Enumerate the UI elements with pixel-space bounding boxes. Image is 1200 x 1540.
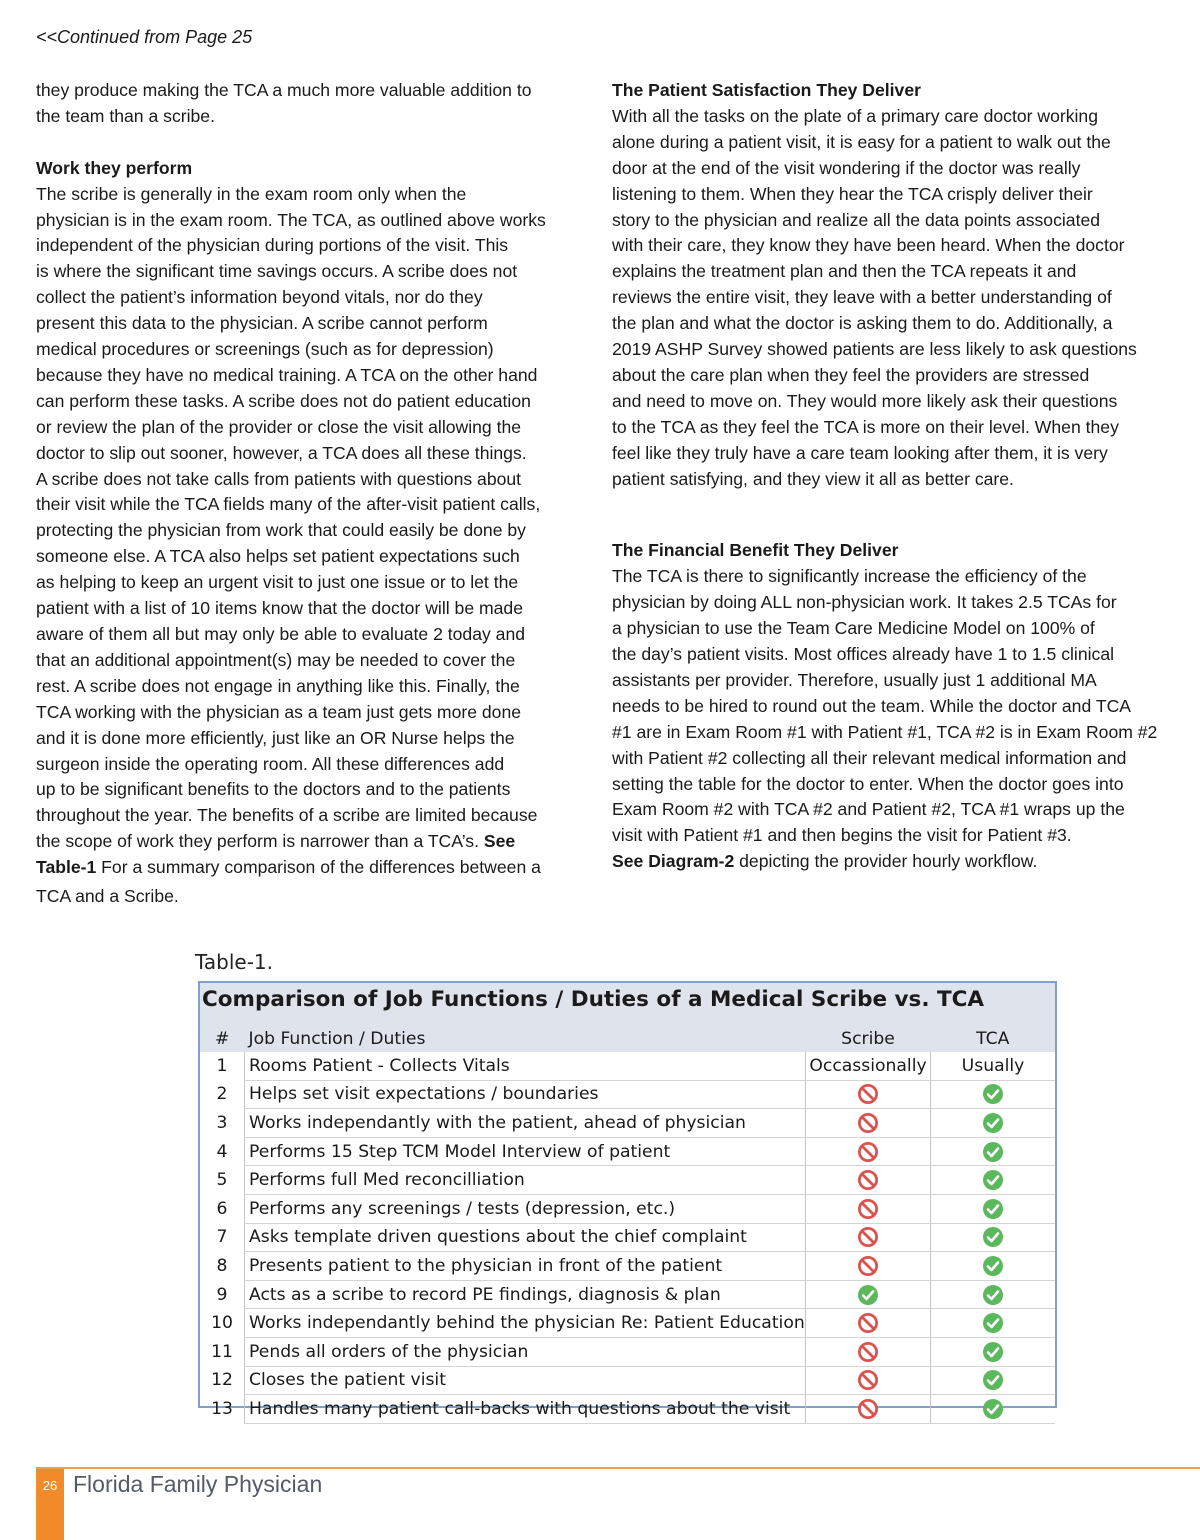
row-number: 12 xyxy=(211,1370,233,1391)
text-line: they produce making the TCA a much more valuable addition to xyxy=(36,80,532,100)
scribe-cell xyxy=(806,1395,931,1424)
table-row xyxy=(200,1280,1055,1309)
diagram-ref: See Diagram-2 xyxy=(612,851,735,872)
scribe-cell xyxy=(806,1309,931,1338)
scribe-cell xyxy=(806,1109,931,1138)
text-line: door at the end of the visit wondering if the doctor was really xyxy=(612,157,1081,178)
tca-cell xyxy=(931,1309,1056,1338)
comparison-table xyxy=(198,981,1057,1419)
prohibited-icon xyxy=(857,1198,879,1220)
header-scribe: Scribe xyxy=(841,1028,895,1049)
text-line: patient satisfying, and they view it all as better care. xyxy=(612,468,1014,489)
check-icon xyxy=(982,1169,1004,1191)
text-line: and it is done more efficiently, just like an OR Nurse helps the xyxy=(36,727,515,748)
table-body xyxy=(200,1052,1055,1423)
text-line: visit with Patient #1 and then begins the visit for Patient #3. xyxy=(612,825,1072,846)
text-line: feel like they truly have a care team looking after them, it is very xyxy=(612,442,1108,463)
text-line: about the care plan when they feel the providers are stressed xyxy=(612,364,1090,385)
comparison-grid xyxy=(200,1025,1055,1424)
text-line: rest. A scribe does not engage in anything like this. Finally, the xyxy=(36,675,520,696)
check-icon xyxy=(982,1312,1004,1334)
text-line: the plan and what the doctor is asking them to do. Additionally, a xyxy=(612,313,1113,334)
scribe-cell xyxy=(806,1252,931,1281)
text-line: aware of them all but may only be able to evaluate 2 today and xyxy=(36,624,526,645)
tca-cell xyxy=(931,1137,1056,1166)
job-function: Performs full Med reconcilliation xyxy=(245,1166,806,1195)
left-ending-line2: Table-1 For a summary comparison of the differences between a xyxy=(36,857,541,878)
scribe-cell xyxy=(806,1337,931,1366)
job-function: Works independantly with the patient, ahead of physician xyxy=(245,1109,806,1138)
tca-cell xyxy=(931,1166,1056,1195)
tca-cell xyxy=(931,1223,1056,1252)
prohibited-icon xyxy=(857,1369,879,1391)
table-row xyxy=(200,1223,1055,1252)
scribe-cell xyxy=(806,1280,931,1309)
text-line: is where the significant time savings occurs. A scribe does not xyxy=(36,261,518,282)
scribe-cell xyxy=(806,1137,931,1166)
left-column xyxy=(36,78,582,910)
text-line: protecting the physician from work that could easily be done by xyxy=(36,520,526,541)
text-line: doctor to slip out sooner, however, a TCA does all these things. xyxy=(36,442,527,463)
row-number: 5 xyxy=(216,1170,228,1191)
check-icon xyxy=(982,1398,1004,1420)
check-icon xyxy=(982,1255,1004,1277)
text-line: their visit while the TCA fields many of the after-visit patient calls, xyxy=(36,494,541,515)
left-ending-line3: TCA and a Scribe. xyxy=(36,886,179,907)
table-row xyxy=(200,1109,1055,1138)
table-row xyxy=(200,1166,1055,1195)
text-line: throughout the year. The benefits of a scribe are limited because xyxy=(36,805,538,826)
table-row xyxy=(200,1337,1055,1366)
table-row xyxy=(200,1366,1055,1395)
table-row xyxy=(200,1194,1055,1223)
table-ref: Table-1 xyxy=(36,857,97,878)
text-line: TCA working with the physician as a team just gets more done xyxy=(36,701,522,722)
job-function: Pends all orders of the physician xyxy=(245,1337,806,1366)
text-line: The TCA is there to significantly increase the efficiency of the xyxy=(612,566,1087,587)
text-line: physician by doing ALL non-physician work. It takes 2.5 TCAs for xyxy=(612,592,1117,613)
text-line: A scribe does not take calls from patients with questions about xyxy=(36,468,522,489)
row-number: 4 xyxy=(216,1141,228,1162)
tca-cell xyxy=(931,1366,1056,1395)
section-heading-financial: The Financial Benefit They Deliver xyxy=(612,540,899,561)
row-number: 6 xyxy=(216,1198,228,1219)
table-row xyxy=(200,1052,1055,1080)
text-line: surgeon inside the operating room. All these differences add xyxy=(36,753,505,774)
job-function: Helps set visit expectations / boundaries xyxy=(245,1080,806,1109)
row-number: 3 xyxy=(216,1112,228,1133)
check-icon xyxy=(982,1369,1004,1391)
text-line: Exam Room #2 with TCA #2 and Patient #2, TCA #1 wraps up the xyxy=(612,799,1125,820)
table-row xyxy=(200,1395,1055,1424)
scribe-cell: Occassionally xyxy=(806,1052,931,1080)
header-tca: TCA xyxy=(976,1028,1010,1049)
job-function: Performs any screenings / tests (depression, etc.) xyxy=(245,1194,806,1223)
job-function: Closes the patient visit xyxy=(245,1366,806,1395)
job-function: Acts as a scribe to record PE findings, diagnosis & plan xyxy=(245,1280,806,1309)
page-number: 26 xyxy=(42,1478,58,1493)
left-intro xyxy=(36,78,582,130)
text-line: medical procedures or screenings (such as for depression) xyxy=(36,339,494,360)
table-row xyxy=(200,1252,1055,1281)
text-line: alone during a patient visit, it is easy for a patient to walk out the xyxy=(612,131,1111,152)
row-number: 11 xyxy=(211,1341,233,1362)
check-icon xyxy=(982,1083,1004,1105)
job-function: Presents patient to the physician in front of the patient xyxy=(245,1252,806,1281)
table-row xyxy=(200,1309,1055,1338)
text-line: that an additional appointment(s) may be needed to cover the xyxy=(36,649,516,670)
right-ending: See Diagram-2 depicting the provider hourly workflow. xyxy=(612,851,1038,872)
tca-cell xyxy=(931,1080,1056,1109)
text-line: physician is in the exam room. The TCA, as outlined above works xyxy=(36,209,546,230)
text-line: up to be significant benefits to the doctors and to the patients xyxy=(36,779,511,800)
prohibited-icon xyxy=(857,1255,879,1277)
text-line: and need to move on. They would more likely ask their questions xyxy=(612,390,1118,411)
text-line: #1 are in Exam Room #1 with Patient #1, TCA #2 is in Exam Room #2 xyxy=(612,721,1158,742)
text-line: independent of the physician during portions of the visit. This xyxy=(36,235,509,256)
scribe-cell xyxy=(806,1366,931,1395)
row-number: 1 xyxy=(216,1056,228,1077)
right-column xyxy=(612,78,1168,875)
row-number: 8 xyxy=(216,1255,228,1276)
see-link: See xyxy=(483,831,516,852)
text-line: patient with a list of 10 items know that the doctor will be made xyxy=(36,598,524,619)
job-function: Handles many patient call-backs with questions about the visit xyxy=(245,1395,806,1424)
scribe-cell xyxy=(806,1194,931,1223)
text-line: or review the plan of the provider or close the visit allowing the xyxy=(36,416,522,437)
text-line: because they have no medical training. A TCA on the other hand xyxy=(36,364,538,385)
section-heading-work: Work they perform xyxy=(36,157,193,178)
text-line: explains the treatment plan and then the TCA repeats it and xyxy=(612,261,1077,282)
text-line: The scribe is generally in the exam room only when the xyxy=(36,183,467,204)
prohibited-icon xyxy=(857,1169,879,1191)
row-number: 10 xyxy=(211,1313,233,1334)
table-row xyxy=(200,1080,1055,1109)
financial-body xyxy=(612,564,1168,849)
prohibited-icon xyxy=(857,1312,879,1334)
job-function: Rooms Patient - Collects Vitals xyxy=(245,1052,806,1080)
tca-cell xyxy=(931,1395,1056,1424)
text-line: story to the physician and realize all the data points associated xyxy=(612,209,1101,230)
job-function: Performs 15 Step TCM Model Interview of patient xyxy=(245,1137,806,1166)
prohibited-icon xyxy=(857,1341,879,1363)
tca-cell: Usually xyxy=(931,1052,1056,1080)
table-row xyxy=(200,1137,1055,1166)
text-line: present this data to the physician. A scribe cannot perform xyxy=(36,313,488,334)
scribe-cell xyxy=(806,1223,931,1252)
prohibited-icon xyxy=(857,1083,879,1105)
satisfaction-body xyxy=(612,104,1168,493)
continued-note: <<Continued from Page 25 xyxy=(36,27,253,47)
table-title: Comparison of Job Functions / Duties of a Medical Scribe vs. TCA xyxy=(200,983,1055,1025)
job-function: Works independantly behind the physician Re: Patient Education xyxy=(245,1309,806,1338)
text-line: can perform these tasks. A scribe does not do patient education xyxy=(36,390,531,411)
text-line: as helping to keep an urgent visit to just one issue or to let the xyxy=(36,572,519,593)
text-line: someone else. A TCA also helps set patient expectations such xyxy=(36,546,520,567)
row-number: 9 xyxy=(216,1284,228,1305)
text-line: setting the table for the doctor to enter. When the doctor goes into xyxy=(612,773,1124,794)
text-line: needs to be hired to round out the team. While the doctor and TCA xyxy=(612,695,1132,716)
table-header-row xyxy=(200,1025,1055,1052)
scribe-cell xyxy=(806,1080,931,1109)
check-icon xyxy=(982,1341,1004,1363)
check-icon xyxy=(857,1284,879,1306)
header-num: # xyxy=(215,1028,230,1049)
text-line: collect the patient’s information beyond vitals, nor do they xyxy=(36,287,483,308)
table-caption: Table-1. xyxy=(195,950,274,974)
text-line: With all the tasks on the plate of a primary care doctor working xyxy=(612,105,1099,126)
prohibited-icon xyxy=(857,1398,879,1420)
tca-cell xyxy=(931,1194,1056,1223)
check-icon xyxy=(982,1141,1004,1163)
row-number: 7 xyxy=(216,1227,228,1248)
text-line: the day’s patient visits. Most offices already have 1 to 1.5 clinical xyxy=(612,644,1115,665)
check-icon xyxy=(982,1226,1004,1248)
text-line: reviews the entire visit, they leave with a better understanding of xyxy=(612,287,1112,308)
prohibited-icon xyxy=(857,1226,879,1248)
text-line: with Patient #2 collecting all their relevant medical information and xyxy=(612,747,1127,768)
tca-cell xyxy=(931,1337,1056,1366)
left-body xyxy=(36,182,582,830)
text-line: listening to them. When they hear the TCA crisply deliver their xyxy=(612,183,1093,204)
text-line: with their care, they know they have been heard. When the doctor xyxy=(612,235,1125,256)
text-line: to the TCA as they feel the TCA is more on their level. When they xyxy=(612,416,1119,437)
tca-cell xyxy=(931,1280,1056,1309)
footer-divider xyxy=(36,1467,1200,1469)
text-line: assistants per provider. Therefore, usually just 1 additional MA xyxy=(612,669,1097,690)
tca-cell xyxy=(931,1252,1056,1281)
row-number: 13 xyxy=(211,1398,233,1419)
prohibited-icon xyxy=(857,1112,879,1134)
text-line: the team than a scribe. xyxy=(36,105,215,126)
left-ending-line1: the scope of work they perform is narrower than a TCA’s. See xyxy=(36,831,516,852)
magazine-name: Florida Family Physician xyxy=(73,1471,323,1497)
header-function: Job Function / Duties xyxy=(248,1028,426,1049)
job-function: Asks template driven questions about the chief complaint xyxy=(245,1223,806,1252)
text-line: a physician to use the Team Care Medicine Model on 100% of xyxy=(612,618,1095,639)
check-icon xyxy=(982,1112,1004,1134)
text-line: 2019 ASHP Survey showed patients are less likely to ask questions xyxy=(612,339,1137,360)
row-number: 2 xyxy=(216,1084,228,1105)
check-icon xyxy=(982,1284,1004,1306)
prohibited-icon xyxy=(857,1141,879,1163)
section-heading-satisfaction: The Patient Satisfaction They Deliver xyxy=(612,80,921,100)
tca-cell xyxy=(931,1109,1056,1138)
check-icon xyxy=(982,1198,1004,1220)
scribe-cell xyxy=(806,1166,931,1195)
